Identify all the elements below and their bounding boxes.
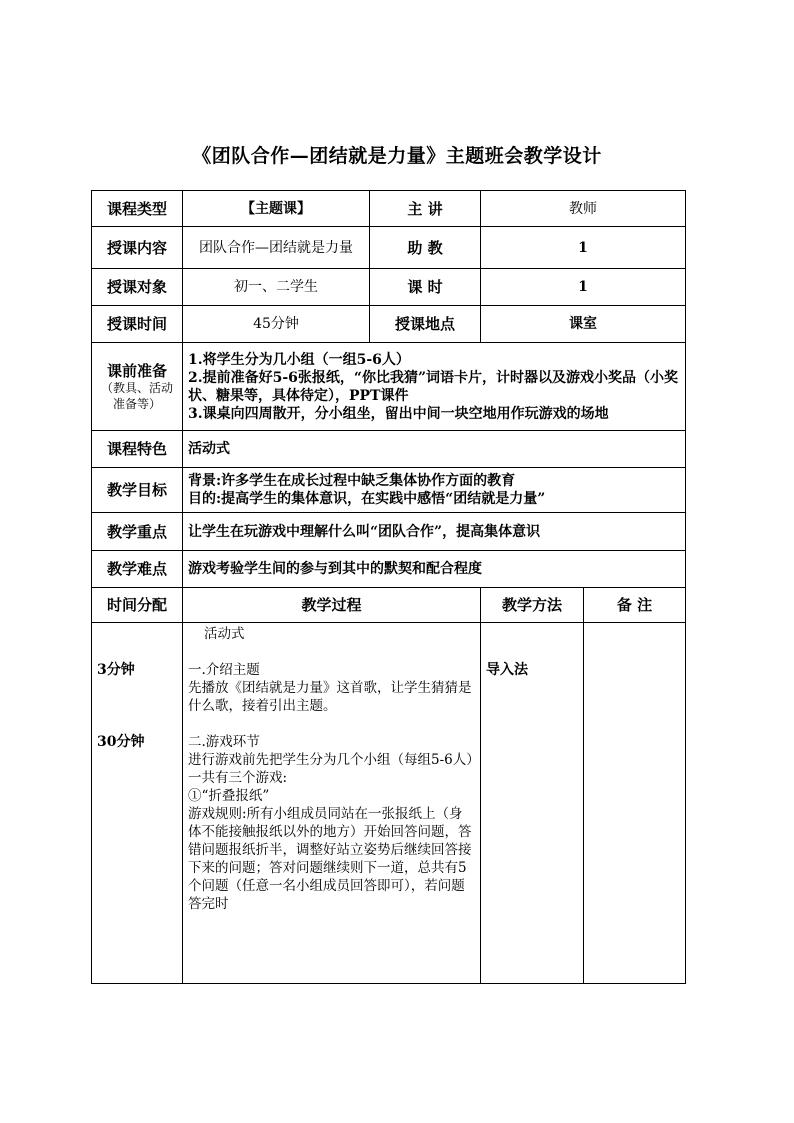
row-target — [92, 269, 686, 306]
feature-label: 课程特色 — [92, 431, 183, 468]
row-difficulty — [92, 551, 686, 588]
method-value: 导入法 — [486, 662, 528, 678]
row-feature — [92, 431, 686, 468]
course-type-label: 课程类型 — [92, 191, 183, 227]
row-goal — [92, 468, 686, 513]
prep-sublabel: （教具、活动准备等） — [100, 380, 173, 411]
difficulty-label: 教学难点 — [92, 551, 183, 588]
difficulty-value: 游戏考验学生间的参与到其中的默契和配合程度 — [183, 551, 686, 588]
prep-line-2: 2.提前准备好5-6张报纸，“你比我猜”词语卡片，计时器以及游戏小奖品（小奖状、糖果等，具体待定），PPT课件 — [188, 369, 679, 404]
games-count: 一共有三个游戏: — [188, 770, 288, 786]
hours-value: 1 — [481, 269, 686, 306]
prep-label: 课前准备 — [106, 361, 167, 380]
section1-body: 先播放《团结就是力量》这首歌，让学生猜猜是什么歌，接着引出主题。 — [188, 680, 472, 714]
process-time-cell — [92, 623, 183, 984]
assistant-value: 1 — [481, 227, 686, 269]
method-header: 教学方法 — [481, 588, 584, 623]
course-type-value: 【主题课】 — [183, 191, 370, 227]
prep-label-cell — [92, 343, 183, 431]
lesson-plan-table — [91, 190, 686, 984]
game1-rules: 游戏规则:所有小组成员同站在一张报纸上（身体不能接触报纸以外的地方）开始回答问题，答错问题报纸折半，调整好站立姿势后继续回答接下来的问题；答对问题继续则下一道，总共有5个问题（任意一名小组成员回答即可），若问题答完时 — [188, 806, 472, 912]
process-header: 教学过程 — [183, 588, 481, 623]
process-mode: 活动式 — [204, 626, 245, 642]
process-note-cell — [584, 623, 686, 984]
process-row — [92, 623, 686, 984]
content-label: 授课内容 — [92, 227, 183, 269]
row-course-type — [92, 191, 686, 227]
game1-title: ①“折叠报纸” — [188, 788, 270, 804]
content-value: 团队合作—团结就是力量 — [183, 227, 370, 269]
row-time — [92, 306, 686, 343]
note-header: 备 注 — [584, 588, 686, 623]
goal-value-cell — [183, 468, 686, 513]
process-method-cell — [481, 623, 584, 984]
process-content-cell — [183, 623, 481, 984]
section1-title: 一.介绍主题 — [188, 662, 260, 678]
feature-value: 活动式 — [183, 431, 686, 468]
speaker-value: 教师 — [481, 191, 686, 227]
place-label: 授课地点 — [370, 306, 481, 343]
time-label: 授课时间 — [92, 306, 183, 343]
key-value: 让学生在玩游戏中理解什么叫“团队合作”，提高集体意识 — [183, 513, 686, 551]
process-header-row — [92, 588, 686, 623]
goal-line-2: 目的:提高学生的集体意识，在实践中感悟“团结就是力量” — [188, 491, 546, 507]
hours-label: 课 时 — [370, 269, 481, 306]
key-label: 教学重点 — [92, 513, 183, 551]
speaker-label: 主 讲 — [370, 191, 481, 227]
section2-intro: 进行游戏前先把学生分为几个小组（每组5-6人） — [188, 752, 480, 768]
prep-value-cell — [183, 343, 686, 431]
prep-line-3: 3.课桌向四周散开，分小组坐，留出中间一块空地用作玩游戏的场地 — [188, 405, 609, 422]
time-30-min: 30分钟 — [97, 734, 145, 750]
process-time-header: 时间分配 — [92, 588, 183, 623]
target-value: 初一、二学生 — [183, 269, 370, 306]
time-value: 45分钟 — [183, 306, 370, 343]
section2-title: 二.游戏环节 — [188, 734, 260, 750]
page-title: 《团队合作—团结就是力量》主题班会教学设计 — [192, 145, 602, 167]
place-value: 课室 — [481, 306, 686, 343]
assistant-label: 助 教 — [370, 227, 481, 269]
row-prep — [92, 343, 686, 431]
row-content — [92, 227, 686, 269]
target-label: 授课对象 — [92, 269, 183, 306]
row-key — [92, 513, 686, 551]
goal-label: 教学目标 — [92, 468, 183, 513]
prep-line-1: 1.将学生分为几小组（一组5-6人） — [188, 351, 410, 368]
goal-line-1: 背景:许多学生在成长过程中缺乏集体协作方面的教育 — [188, 473, 516, 489]
time-3-min: 3分钟 — [97, 662, 135, 678]
